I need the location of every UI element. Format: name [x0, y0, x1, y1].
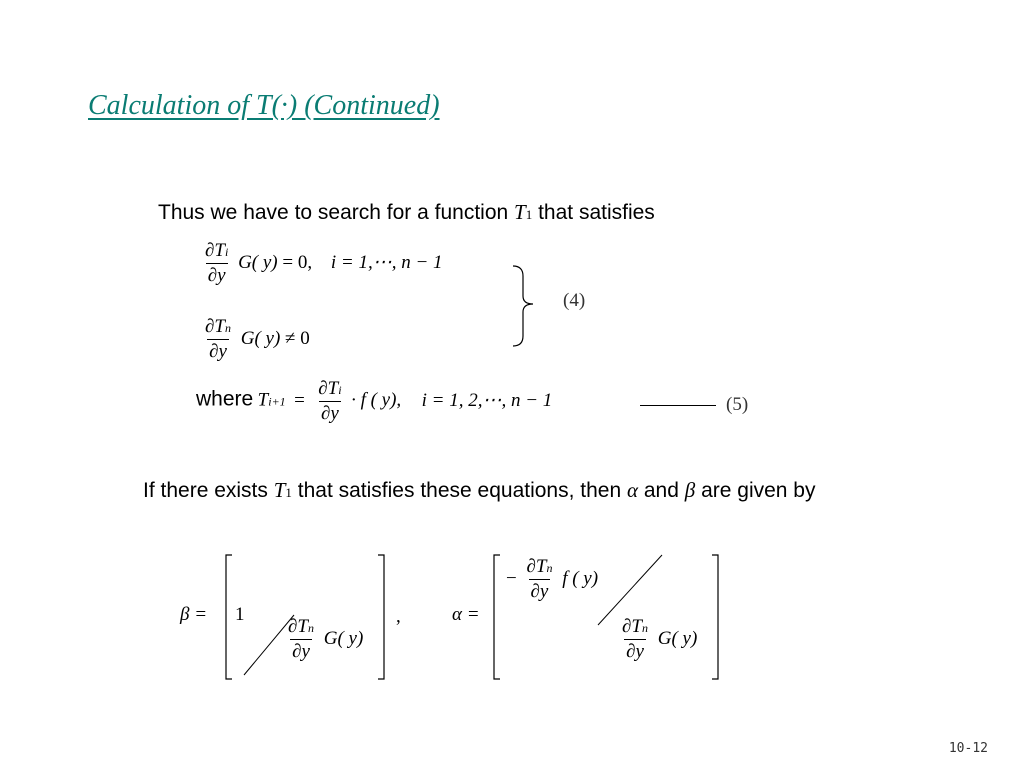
- subscript-i: i: [338, 383, 342, 397]
- equation-4-label: (4): [563, 290, 586, 311]
- equation-4-line-1: [200, 240, 443, 287]
- intro-line: [158, 200, 655, 225]
- beta-symbol: β: [684, 478, 696, 502]
- where-text: where: [196, 387, 254, 411]
- alpha-symbol: α: [627, 478, 639, 502]
- beta-lhs: β =: [180, 604, 208, 625]
- intro-text: Thus we have to search for a function: [158, 201, 509, 224]
- curly-brace: [505, 262, 545, 352]
- subscript-n: n: [307, 621, 314, 635]
- beta-entry-dTn-dy: [283, 616, 363, 663]
- fraction-dTn-dy: [620, 616, 650, 663]
- G-of-y: G( y): [240, 327, 281, 349]
- partial-Tn: ∂T: [622, 616, 642, 637]
- symbol-T-subscript: 1: [525, 207, 533, 222]
- equals-zero: = 0,: [282, 251, 313, 273]
- partial-y: ∂y: [321, 403, 339, 424]
- partial-y: ∂y: [626, 641, 644, 662]
- and-word: and: [643, 479, 679, 502]
- intro-tail: that satisfies: [538, 201, 655, 224]
- conclusion-sentence: [143, 478, 815, 503]
- partial-Ti: ∂T: [205, 240, 225, 261]
- partial-y: ∂y: [207, 265, 226, 286]
- G-of-y: G( y): [238, 251, 278, 273]
- partial-Tn: ∂T: [205, 316, 225, 337]
- symbol-T: T: [273, 478, 286, 502]
- times-f-of-y: · f ( y),: [351, 389, 402, 411]
- equation-5-rule: [640, 405, 716, 406]
- subscript-n: n: [641, 621, 648, 635]
- equation-5-label: (5): [726, 394, 749, 415]
- equals-sign: =: [294, 389, 305, 411]
- page-number: 10-12: [948, 741, 988, 756]
- fraction-dTi-dy: [316, 378, 343, 425]
- fraction-dTn-dy: [524, 556, 554, 603]
- fraction-dTn-dy: [286, 616, 316, 663]
- G-of-y: G( y): [323, 627, 364, 649]
- slide-title: Calculation of T(·) (Continued): [88, 90, 440, 121]
- index-range: i = 1,⋯, n − 1: [330, 251, 443, 273]
- partial-Tn: ∂T: [526, 556, 547, 577]
- conclusion-part-1: If there exists: [143, 479, 268, 502]
- partial-y: ∂y: [209, 341, 227, 362]
- G-of-y: G( y): [657, 627, 698, 649]
- subscript-n: n: [224, 321, 231, 335]
- partial-Tn: ∂T: [288, 616, 308, 637]
- f-of-y: f ( y): [562, 567, 599, 589]
- index-range: i = 1, 2,⋯, n − 1: [421, 389, 553, 411]
- T-lhs: T: [257, 389, 269, 411]
- symbol-T: T: [514, 200, 526, 224]
- not-equal-zero: ≠ 0: [285, 327, 310, 349]
- partial-y: ∂y: [530, 581, 549, 602]
- partial-Ti: ∂T: [318, 378, 339, 399]
- equation-4-line-2: [200, 316, 310, 363]
- conclusion-part-3: are given by: [701, 479, 816, 502]
- matrix-separator-comma: ,: [396, 606, 401, 627]
- equation-5: [196, 378, 552, 425]
- beta-entry-one: 1: [235, 604, 245, 625]
- alpha-entry-top: [506, 556, 598, 603]
- fraction-dTi-dy: [203, 240, 230, 287]
- minus-sign: −: [506, 567, 517, 589]
- alpha-entry-bottom: [617, 616, 697, 663]
- fraction-dTn-dy: [203, 316, 233, 363]
- alpha-lhs: α =: [452, 604, 480, 625]
- symbol-T-subscript: 1: [285, 485, 292, 500]
- partial-y: ∂y: [292, 641, 310, 662]
- conclusion-part-2: that satisfies these equations, then: [297, 479, 622, 502]
- subscript-i: i: [224, 245, 229, 259]
- subscript-i-plus-1: i+1: [268, 394, 286, 409]
- subscript-n: n: [546, 561, 553, 575]
